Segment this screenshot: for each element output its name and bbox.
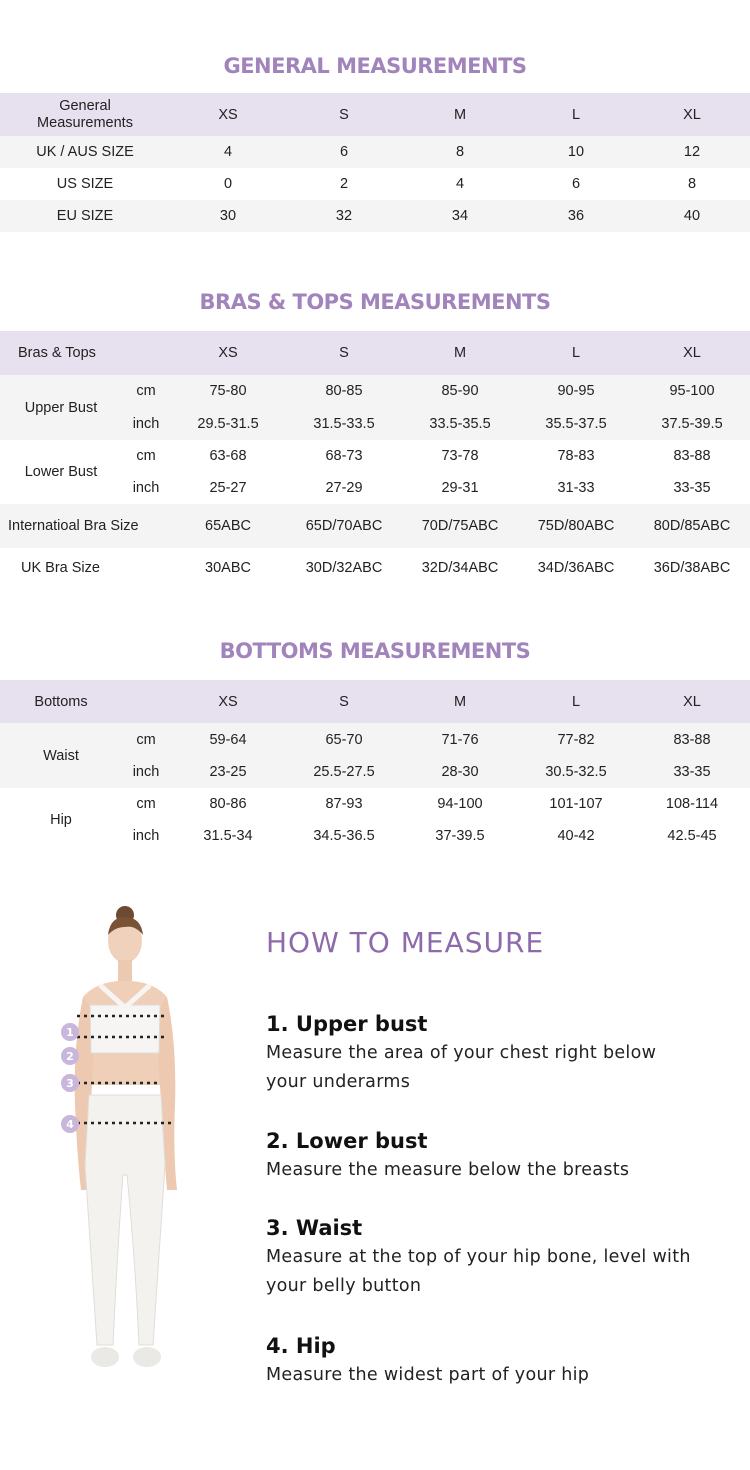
table-header-row xyxy=(0,331,750,375)
cell: 33.5-35.5 xyxy=(402,407,518,440)
unit-cell: cm xyxy=(122,375,170,407)
cell: 36 xyxy=(518,200,634,232)
cell: 10 xyxy=(518,136,634,168)
cell: 33-35 xyxy=(634,756,750,788)
general-title: GENERAL MEASUREMENTS xyxy=(223,54,527,78)
cell: 77-82 xyxy=(518,723,634,756)
unit-cell: cm xyxy=(122,788,170,820)
row-label: Waist xyxy=(0,723,122,788)
cell: 71-76 xyxy=(402,723,518,756)
step-description: Measure the measure below the breasts xyxy=(266,1160,630,1180)
cell: 12 xyxy=(634,136,750,168)
step-waist xyxy=(266,1213,736,1301)
table-row xyxy=(0,200,750,232)
cell: 6 xyxy=(518,168,634,200)
step-title: 2. Lower bust xyxy=(266,1129,428,1153)
header-cell: M xyxy=(402,93,518,136)
marker-2 xyxy=(61,1047,79,1065)
right-shoe xyxy=(133,1347,161,1367)
cell: 37-39.5 xyxy=(402,820,518,852)
table-row xyxy=(0,440,750,471)
cell: 29.5-31.5 xyxy=(170,407,286,440)
table-row xyxy=(0,548,750,588)
unit-cell: inch xyxy=(122,407,170,440)
cell: 4 xyxy=(170,136,286,168)
table-header-row xyxy=(0,680,750,723)
header-cell: General Measurements xyxy=(0,93,170,136)
cell: 8 xyxy=(634,168,750,200)
unit-cell: cm xyxy=(122,723,170,756)
row-label: Hip xyxy=(0,788,122,852)
step-title: 1. Upper bust xyxy=(266,1012,428,1036)
cell: 30D/32ABC xyxy=(286,548,402,588)
table-header-row xyxy=(0,93,750,136)
header-cell: Bottoms xyxy=(0,680,122,723)
marker-3-label: 3 xyxy=(66,1077,74,1090)
cell: 32 xyxy=(286,200,402,232)
cell: 59-64 xyxy=(170,723,286,756)
cell: 28-30 xyxy=(402,756,518,788)
cell: 25.5-27.5 xyxy=(286,756,402,788)
cell: 31-33 xyxy=(518,471,634,504)
cell: 83-88 xyxy=(634,440,750,471)
cell: 34D/36ABC xyxy=(518,548,634,588)
cell: 42.5-45 xyxy=(634,820,750,852)
how-to-measure-title: HOW TO MEASURE xyxy=(266,926,545,959)
step-title: 4. Hip xyxy=(266,1334,336,1358)
header-cell: M xyxy=(402,331,518,375)
cell: 75-80 xyxy=(170,375,286,407)
unit-cell: inch xyxy=(122,820,170,852)
cell: 40 xyxy=(634,200,750,232)
header-cell: S xyxy=(286,331,402,375)
header-cell: L xyxy=(518,93,634,136)
cell: 83-88 xyxy=(634,723,750,756)
cell: 35.5-37.5 xyxy=(518,407,634,440)
cell: 101-107 xyxy=(518,788,634,820)
marker-1-label: 1 xyxy=(66,1026,74,1039)
cell: 70D/75ABC xyxy=(402,504,518,548)
cell: 65D/70ABC xyxy=(286,504,402,548)
header-cell: XL xyxy=(634,680,750,723)
cell: 30 xyxy=(170,200,286,232)
step-title: 3. Waist xyxy=(266,1216,363,1240)
cell: 32D/34ABC xyxy=(402,548,518,588)
step-upper-bust xyxy=(266,1009,736,1097)
row-label: Lower Bust xyxy=(0,440,122,504)
header-cell: XS xyxy=(170,93,286,136)
cell: 108-114 xyxy=(634,788,750,820)
cell: 95-100 xyxy=(634,375,750,407)
table-row xyxy=(0,375,750,407)
left-shoe xyxy=(91,1347,119,1367)
bottoms-table xyxy=(0,680,750,852)
cell: 94-100 xyxy=(402,788,518,820)
cell: 34 xyxy=(402,200,518,232)
cell: 0 xyxy=(170,168,286,200)
neck xyxy=(118,960,132,982)
cell: 63-68 xyxy=(170,440,286,471)
cell: 2 xyxy=(286,168,402,200)
row-label: UK Bra Size xyxy=(0,548,170,588)
cell: 90-95 xyxy=(518,375,634,407)
step-lower-bust xyxy=(266,1126,736,1185)
row-label: Internatioal Bra Size xyxy=(0,504,170,548)
table-row xyxy=(0,788,750,820)
cell: 80D/85ABC xyxy=(634,504,750,548)
row-label: UK / AUS SIZE xyxy=(0,136,170,168)
header-cell: S xyxy=(286,93,402,136)
cell: 65-70 xyxy=(286,723,402,756)
header-cell: L xyxy=(518,331,634,375)
unit-cell: inch xyxy=(122,756,170,788)
cell: 4 xyxy=(402,168,518,200)
header-cell: XS xyxy=(170,680,286,723)
cell: 75D/80ABC xyxy=(518,504,634,548)
cell: 73-78 xyxy=(402,440,518,471)
cell: 78-83 xyxy=(518,440,634,471)
marker-3 xyxy=(61,1074,79,1092)
cell: 23-25 xyxy=(170,756,286,788)
header-cell: XS xyxy=(170,331,286,375)
header-cell: Bras & Tops xyxy=(0,331,170,375)
header-cell: L xyxy=(518,680,634,723)
marker-4 xyxy=(61,1115,79,1133)
table-row xyxy=(0,168,750,200)
step-description: Measure the widest part of your hip xyxy=(266,1365,590,1385)
cell: 6 xyxy=(286,136,402,168)
leggings xyxy=(85,1095,165,1345)
cell: 30.5-32.5 xyxy=(518,756,634,788)
bottoms-title: BOTTOMS MEASUREMENTS xyxy=(219,639,531,663)
cell: 65ABC xyxy=(170,504,286,548)
table-row xyxy=(0,504,750,548)
row-label: US SIZE xyxy=(0,168,170,200)
unit-cell: inch xyxy=(122,471,170,504)
bras-table xyxy=(0,331,750,588)
header-cell: S xyxy=(286,680,402,723)
unit-cell: cm xyxy=(122,440,170,471)
header-cell: M xyxy=(402,680,518,723)
table-row xyxy=(0,723,750,756)
cell: 34.5-36.5 xyxy=(286,820,402,852)
cell: 85-90 xyxy=(402,375,518,407)
model-figure-illustration xyxy=(55,905,205,1405)
cell: 33-35 xyxy=(634,471,750,504)
header-cell: XL xyxy=(634,331,750,375)
step-description: Measure the area of your chest right below your underarms xyxy=(266,1043,657,1092)
cell: 80-86 xyxy=(170,788,286,820)
header-cell: XL xyxy=(634,93,750,136)
marker-1 xyxy=(61,1023,79,1041)
cell: 31.5-34 xyxy=(170,820,286,852)
header-spacer xyxy=(122,680,170,723)
cell: 8 xyxy=(402,136,518,168)
cell: 27-29 xyxy=(286,471,402,504)
marker-4-label: 4 xyxy=(66,1118,74,1131)
cell: 30ABC xyxy=(170,548,286,588)
marker-2-label: 2 xyxy=(66,1050,74,1063)
cell: 36D/38ABC xyxy=(634,548,750,588)
cell: 68-73 xyxy=(286,440,402,471)
cell: 80-85 xyxy=(286,375,402,407)
cell: 87-93 xyxy=(286,788,402,820)
row-label: EU SIZE xyxy=(0,200,170,232)
cell: 29-31 xyxy=(402,471,518,504)
step-description: Measure at the top of your hip bone, level with your belly button xyxy=(266,1247,691,1296)
cell: 25-27 xyxy=(170,471,286,504)
cell: 40-42 xyxy=(518,820,634,852)
general-table xyxy=(0,93,750,232)
bras-title: BRAS & TOPS MEASUREMENTS xyxy=(199,290,551,314)
table-row xyxy=(0,136,750,168)
cell: 37.5-39.5 xyxy=(634,407,750,440)
cell: 31.5-33.5 xyxy=(286,407,402,440)
row-label: Upper Bust xyxy=(0,375,122,440)
step-hip xyxy=(266,1331,736,1390)
